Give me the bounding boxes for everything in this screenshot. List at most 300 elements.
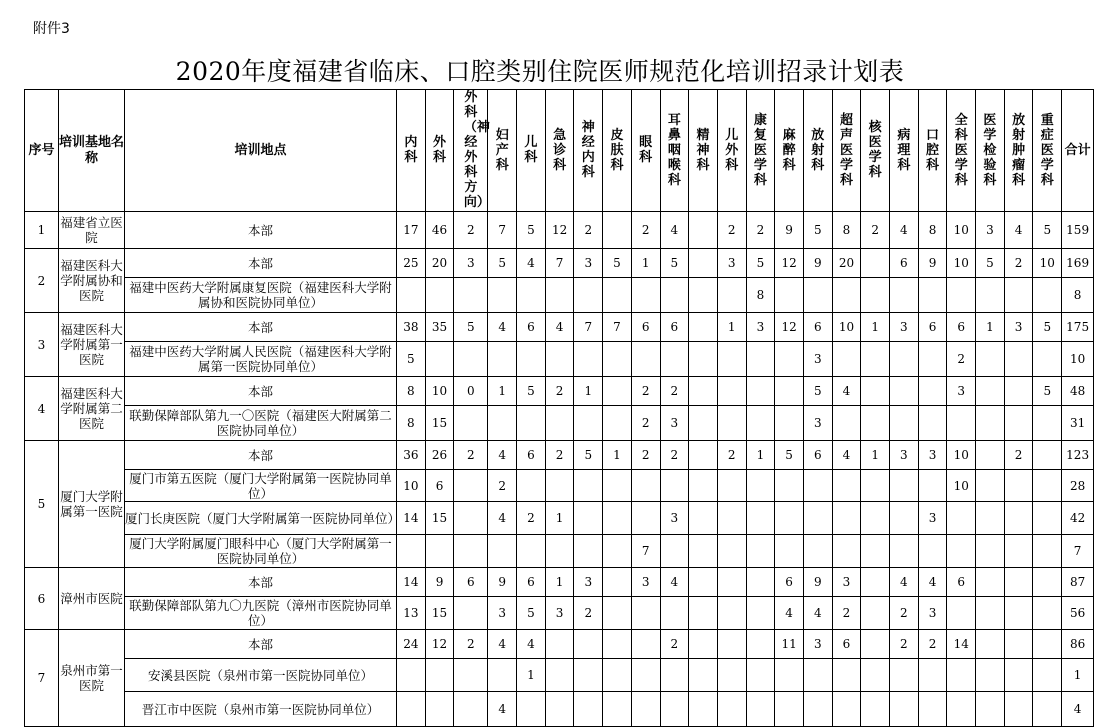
quota-cell: 6 <box>425 470 454 502</box>
quota-cell <box>574 406 603 441</box>
quota-cell <box>717 597 746 630</box>
quota-cell: 3 <box>890 441 919 470</box>
quota-cell: 6 <box>631 313 660 342</box>
quota-cell: 2 <box>717 441 746 470</box>
quota-cell <box>775 377 804 406</box>
quota-cell: 10 <box>947 249 976 278</box>
quota-cell <box>717 406 746 441</box>
quota-cell: 7 <box>488 212 517 249</box>
quota-cell <box>1004 597 1033 630</box>
quota-cell: 5 <box>803 377 832 406</box>
quota-cell <box>689 630 718 659</box>
quota-cell: 5 <box>660 249 689 278</box>
quota-cell <box>717 659 746 692</box>
quota-cell: 1 <box>517 659 546 692</box>
quota-cell: 1 <box>976 313 1005 342</box>
quota-cell: 36 <box>397 441 426 470</box>
quota-cell <box>976 502 1005 535</box>
quota-cell: 3 <box>660 502 689 535</box>
table-row <box>25 406 1094 441</box>
quota-cell <box>631 630 660 659</box>
quota-cell: 2 <box>660 441 689 470</box>
quota-cell <box>545 535 574 568</box>
quota-cell: 6 <box>517 568 546 597</box>
quota-cell <box>803 470 832 502</box>
quota-cell <box>717 502 746 535</box>
header-specialty <box>832 90 861 212</box>
quota-cell: 20 <box>425 249 454 278</box>
quota-cell <box>517 470 546 502</box>
header-specialty <box>746 90 775 212</box>
quota-cell <box>689 441 718 470</box>
quota-cell: 25 <box>397 249 426 278</box>
quota-cell <box>689 659 718 692</box>
quota-cell: 26 <box>425 441 454 470</box>
site-cell: 本部 <box>125 568 397 597</box>
quota-cell: 4 <box>488 441 517 470</box>
quota-cell <box>689 406 718 441</box>
header-site: 培训地点 <box>125 90 397 212</box>
site-cell: 本部 <box>125 249 397 278</box>
quota-cell <box>861 692 890 727</box>
quota-cell <box>832 406 861 441</box>
quota-cell: 5 <box>574 441 603 470</box>
quota-cell <box>574 278 603 313</box>
quota-cell <box>861 659 890 692</box>
quota-cell <box>1033 470 1062 502</box>
quota-cell: 14 <box>397 568 426 597</box>
total-cell: 10 <box>1062 342 1094 377</box>
header-total: 合计 <box>1062 90 1094 212</box>
quota-cell: 2 <box>574 212 603 249</box>
total-cell: 31 <box>1062 406 1094 441</box>
quota-cell <box>603 342 632 377</box>
enrollment-plan-table <box>24 89 1094 727</box>
quota-cell <box>775 659 804 692</box>
quota-cell <box>1004 342 1033 377</box>
quota-cell <box>746 406 775 441</box>
total-cell: 56 <box>1062 597 1094 630</box>
quota-cell <box>717 342 746 377</box>
quota-cell <box>660 597 689 630</box>
quota-cell: 12 <box>425 630 454 659</box>
quota-cell: 3 <box>803 406 832 441</box>
quota-cell <box>689 212 718 249</box>
quota-cell: 2 <box>454 630 488 659</box>
quota-cell: 4 <box>775 597 804 630</box>
quota-cell <box>746 568 775 597</box>
quota-cell: 2 <box>1004 441 1033 470</box>
quota-cell: 15 <box>425 406 454 441</box>
quota-cell: 4 <box>660 568 689 597</box>
quota-cell <box>803 692 832 727</box>
total-cell: 1 <box>1062 659 1094 692</box>
quota-cell <box>1033 502 1062 535</box>
quota-cell: 3 <box>803 342 832 377</box>
total-cell: 7 <box>1062 535 1094 568</box>
quota-cell: 2 <box>631 406 660 441</box>
quota-cell: 3 <box>488 597 517 630</box>
quota-cell <box>545 470 574 502</box>
quota-cell: 3 <box>832 568 861 597</box>
quota-cell: 7 <box>631 535 660 568</box>
quota-cell <box>1004 659 1033 692</box>
quota-cell: 3 <box>918 502 947 535</box>
quota-cell: 6 <box>517 441 546 470</box>
quota-cell <box>746 597 775 630</box>
quota-cell <box>746 342 775 377</box>
quota-cell: 2 <box>631 212 660 249</box>
quota-cell <box>1033 597 1062 630</box>
quota-cell: 24 <box>397 630 426 659</box>
header-specialty <box>545 90 574 212</box>
quota-cell <box>1033 568 1062 597</box>
table-row <box>25 441 1094 470</box>
quota-cell <box>717 470 746 502</box>
quota-cell <box>976 406 1005 441</box>
quota-cell: 5 <box>603 249 632 278</box>
quota-cell: 9 <box>803 568 832 597</box>
quota-cell <box>832 278 861 313</box>
quota-cell: 0 <box>454 377 488 406</box>
site-cell: 本部 <box>125 212 397 249</box>
quota-cell <box>717 377 746 406</box>
quota-cell <box>454 535 488 568</box>
quota-cell: 8 <box>397 377 426 406</box>
quota-cell: 5 <box>1033 377 1062 406</box>
quota-cell <box>397 278 426 313</box>
quota-cell <box>425 692 454 727</box>
quota-cell: 20 <box>832 249 861 278</box>
total-cell: 28 <box>1062 470 1094 502</box>
quota-cell <box>545 278 574 313</box>
quota-cell: 3 <box>976 212 1005 249</box>
quota-cell: 3 <box>454 249 488 278</box>
quota-cell <box>574 342 603 377</box>
quota-cell: 2 <box>890 630 919 659</box>
quota-cell <box>976 278 1005 313</box>
quota-cell <box>660 470 689 502</box>
quota-cell <box>861 278 890 313</box>
header-specialty <box>1033 90 1062 212</box>
quota-cell <box>947 406 976 441</box>
header-base: 培训基地名称 <box>59 90 125 212</box>
quota-cell <box>918 278 947 313</box>
quota-cell: 8 <box>918 212 947 249</box>
quota-cell: 6 <box>775 568 804 597</box>
quota-cell <box>861 502 890 535</box>
quota-cell <box>1033 278 1062 313</box>
quota-cell: 9 <box>918 249 947 278</box>
quota-cell <box>689 249 718 278</box>
header-specialty <box>454 90 488 212</box>
header-specialty-label: 外科 <box>433 135 447 165</box>
quota-cell <box>454 692 488 727</box>
quota-cell: 3 <box>918 597 947 630</box>
site-cell: 安溪县医院（泉州市第一医院协同单位） <box>125 659 397 692</box>
quota-cell <box>574 630 603 659</box>
quota-cell <box>832 342 861 377</box>
seq-cell: 5 <box>25 441 59 568</box>
header-specialty <box>717 90 746 212</box>
header-specialty-label: 儿科 <box>524 135 538 165</box>
quota-cell <box>717 568 746 597</box>
quota-cell <box>631 659 660 692</box>
quota-cell: 9 <box>775 212 804 249</box>
quota-cell <box>574 470 603 502</box>
quota-cell <box>1004 692 1033 727</box>
quota-cell: 10 <box>425 377 454 406</box>
quota-cell <box>689 278 718 313</box>
quota-cell <box>775 502 804 535</box>
quota-cell: 3 <box>803 630 832 659</box>
site-cell: 厦门长庚医院（厦门大学附属第一医院协同单位） <box>125 502 397 535</box>
quota-cell <box>1004 377 1033 406</box>
quota-cell <box>425 535 454 568</box>
quota-cell: 1 <box>717 313 746 342</box>
quota-cell: 6 <box>947 313 976 342</box>
quota-cell: 15 <box>425 502 454 535</box>
quota-cell: 10 <box>947 470 976 502</box>
quota-cell: 3 <box>574 249 603 278</box>
quota-cell: 4 <box>832 377 861 406</box>
base-name-cell: 福建医科大学附属第一医院 <box>59 313 125 377</box>
site-cell: 本部 <box>125 441 397 470</box>
quota-cell <box>746 659 775 692</box>
quota-cell <box>947 597 976 630</box>
quota-cell <box>861 342 890 377</box>
header-specialty-label: 麻醉科 <box>782 127 796 173</box>
total-cell: 42 <box>1062 502 1094 535</box>
quota-cell: 6 <box>517 313 546 342</box>
quota-cell <box>890 535 919 568</box>
table-row <box>25 212 1094 249</box>
quota-cell <box>660 342 689 377</box>
header-specialty-label: 皮肤科 <box>610 127 624 173</box>
quota-cell <box>803 502 832 535</box>
site-cell: 本部 <box>125 313 397 342</box>
quota-cell: 6 <box>803 441 832 470</box>
quota-cell: 11 <box>775 630 804 659</box>
quota-cell: 2 <box>454 441 488 470</box>
quota-cell <box>488 342 517 377</box>
quota-cell <box>397 535 426 568</box>
site-cell: 福建中医药大学附属康复医院（福建医科大学附属协和医院协同单位） <box>125 278 397 313</box>
quota-cell: 3 <box>918 441 947 470</box>
quota-cell: 12 <box>775 313 804 342</box>
site-cell: 福建中医药大学附属人民医院（福建医科大学附属第一医院协同单位） <box>125 342 397 377</box>
quota-cell: 6 <box>918 313 947 342</box>
quota-cell <box>976 470 1005 502</box>
header-specialty <box>976 90 1005 212</box>
table-row <box>25 249 1094 278</box>
quota-cell <box>775 342 804 377</box>
quota-cell: 4 <box>488 502 517 535</box>
quota-cell <box>574 535 603 568</box>
quota-cell <box>918 406 947 441</box>
quota-cell <box>775 535 804 568</box>
quota-cell: 3 <box>947 377 976 406</box>
quota-cell: 12 <box>775 249 804 278</box>
quota-cell: 4 <box>803 597 832 630</box>
quota-cell: 14 <box>397 502 426 535</box>
quota-cell <box>454 406 488 441</box>
quota-cell <box>488 406 517 441</box>
quota-cell: 15 <box>425 597 454 630</box>
quota-cell <box>603 212 632 249</box>
quota-cell: 12 <box>545 212 574 249</box>
quota-cell: 4 <box>890 568 919 597</box>
quota-cell <box>832 535 861 568</box>
header-specialty-label: 眼科 <box>639 135 653 165</box>
quota-cell: 2 <box>631 377 660 406</box>
quota-cell: 4 <box>517 249 546 278</box>
quota-cell <box>517 342 546 377</box>
quota-cell <box>517 692 546 727</box>
quota-cell <box>775 406 804 441</box>
quota-cell <box>775 692 804 727</box>
quota-cell <box>397 692 426 727</box>
quota-cell <box>1004 535 1033 568</box>
quota-cell: 2 <box>545 441 574 470</box>
quota-cell <box>918 377 947 406</box>
header-specialty <box>1004 90 1033 212</box>
site-cell: 本部 <box>125 377 397 406</box>
quota-cell <box>803 535 832 568</box>
quota-cell <box>631 470 660 502</box>
quota-cell: 5 <box>517 597 546 630</box>
header-specialty-label: 超声医学科 <box>839 112 853 188</box>
quota-cell <box>717 630 746 659</box>
quota-cell: 2 <box>545 377 574 406</box>
quota-cell <box>861 249 890 278</box>
header-specialty <box>488 90 517 212</box>
quota-cell: 2 <box>832 597 861 630</box>
quota-cell: 2 <box>574 597 603 630</box>
header-specialty <box>660 90 689 212</box>
header-specialty-label: 重症医学科 <box>1040 112 1054 188</box>
quota-cell <box>603 377 632 406</box>
quota-cell <box>574 502 603 535</box>
quota-cell: 4 <box>918 568 947 597</box>
quota-cell <box>454 659 488 692</box>
quota-cell <box>803 278 832 313</box>
base-name-cell: 漳州市医院 <box>59 568 125 630</box>
total-cell: 175 <box>1062 313 1094 342</box>
site-cell: 联勤保障部队第九〇九医院（漳州市医院协同单位） <box>125 597 397 630</box>
quota-cell <box>717 278 746 313</box>
quota-cell <box>660 535 689 568</box>
quota-cell: 2 <box>488 470 517 502</box>
quota-cell <box>775 278 804 313</box>
quota-cell <box>918 470 947 502</box>
table-row <box>25 692 1094 727</box>
base-name-cell: 泉州市第一医院 <box>59 630 125 727</box>
quota-cell: 2 <box>454 212 488 249</box>
quota-cell <box>1004 568 1033 597</box>
seq-cell: 4 <box>25 377 59 441</box>
header-seq: 序号 <box>25 90 59 212</box>
quota-cell <box>603 406 632 441</box>
quota-cell <box>1033 535 1062 568</box>
quota-cell <box>1033 342 1062 377</box>
quota-cell: 5 <box>517 377 546 406</box>
quota-cell <box>832 470 861 502</box>
quota-cell <box>631 278 660 313</box>
quota-cell <box>425 278 454 313</box>
header-specialty <box>861 90 890 212</box>
quota-cell <box>861 470 890 502</box>
quota-cell <box>660 278 689 313</box>
quota-cell <box>861 597 890 630</box>
quota-cell: 7 <box>603 313 632 342</box>
quota-cell: 4 <box>517 630 546 659</box>
quota-cell <box>1033 659 1062 692</box>
quota-cell <box>545 659 574 692</box>
quota-cell <box>746 692 775 727</box>
total-cell: 159 <box>1062 212 1094 249</box>
quota-cell: 1 <box>545 568 574 597</box>
quota-cell <box>425 659 454 692</box>
header-specialty-label: 神经内科 <box>581 120 595 180</box>
quota-cell: 10 <box>832 313 861 342</box>
base-name-cell: 福建医科大学附属协和医院 <box>59 249 125 313</box>
header-specialty <box>947 90 976 212</box>
base-name-cell: 福建医科大学附属第二医院 <box>59 377 125 441</box>
quota-cell: 2 <box>660 377 689 406</box>
site-cell: 本部 <box>125 630 397 659</box>
quota-cell <box>976 597 1005 630</box>
table-row <box>25 342 1094 377</box>
quota-cell: 4 <box>488 692 517 727</box>
quota-cell <box>689 535 718 568</box>
quota-cell <box>861 377 890 406</box>
quota-cell <box>603 692 632 727</box>
quota-cell: 5 <box>775 441 804 470</box>
quota-cell: 10 <box>947 441 976 470</box>
seq-cell: 2 <box>25 249 59 313</box>
quota-cell <box>746 502 775 535</box>
total-cell: 169 <box>1062 249 1094 278</box>
table-row <box>25 535 1094 568</box>
quota-cell: 2 <box>746 212 775 249</box>
quota-cell: 9 <box>488 568 517 597</box>
quota-cell <box>689 692 718 727</box>
quota-cell: 1 <box>545 502 574 535</box>
quota-cell <box>890 659 919 692</box>
header-specialty <box>574 90 603 212</box>
quota-cell <box>1004 406 1033 441</box>
quota-cell <box>1033 441 1062 470</box>
quota-cell: 7 <box>574 313 603 342</box>
quota-cell: 5 <box>976 249 1005 278</box>
header-specialty <box>397 90 426 212</box>
quota-cell: 1 <box>631 249 660 278</box>
quota-cell: 5 <box>1033 212 1062 249</box>
header-specialty-label: 核医学科 <box>868 120 882 180</box>
quota-cell: 8 <box>397 406 426 441</box>
quota-cell <box>918 535 947 568</box>
quota-cell <box>631 502 660 535</box>
quota-cell: 7 <box>545 249 574 278</box>
quota-cell <box>689 502 718 535</box>
quota-cell <box>631 692 660 727</box>
header-specialty <box>918 90 947 212</box>
quota-cell: 1 <box>574 377 603 406</box>
quota-cell <box>689 313 718 342</box>
quota-cell <box>488 535 517 568</box>
quota-cell <box>689 568 718 597</box>
